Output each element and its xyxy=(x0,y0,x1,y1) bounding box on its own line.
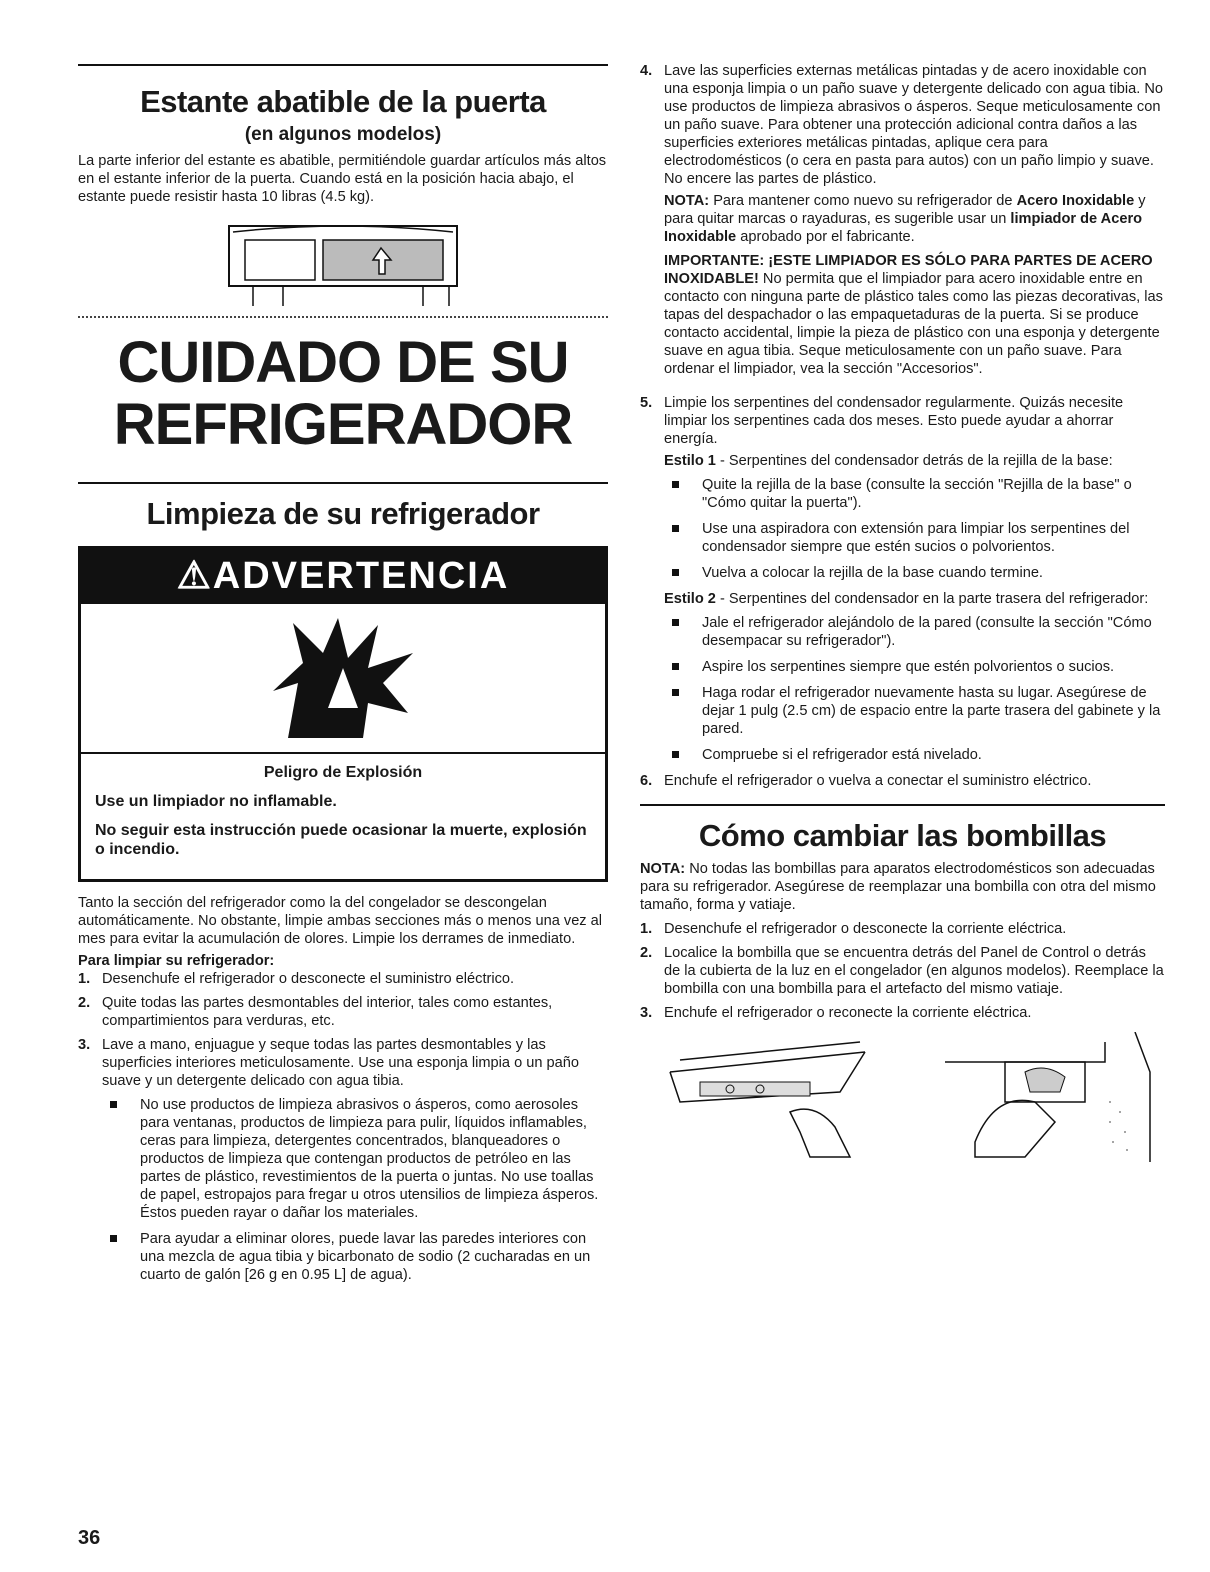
note-text: Para mantener como nuevo su refrigerador de xyxy=(713,193,1013,209)
step-number: 3. xyxy=(78,1037,91,1053)
bullet-item: Vuelva a colocar la rejilla de la base cuando termine. xyxy=(664,564,1165,582)
step-text: Limpie los serpentines del condensador regularmente. Quizás necesite limpiar los serpentines cada dos meses. Esto puede ayudar a ahorrar energía. xyxy=(664,395,1124,447)
chapter-title-line-1: CUIDADO DE SU xyxy=(117,330,569,395)
note-text: aprobado por el fabricante. xyxy=(740,229,915,245)
section-rule xyxy=(78,64,608,66)
cleaning-intro: Tanto la sección del refrigerador como la del congelador se descongelan automáticamente. No obstante, limpie ambas secciones más o menos una vez al mes para evitar la acumulación de olores. Limpie los derrames de inmediato. xyxy=(78,895,603,947)
bullet-item: Aspire los serpentines siempre que estén polvorientos o sucios. xyxy=(664,658,1165,676)
bullet-item: Use una aspiradora con extensión para limpiar los serpentines del condensador siempre que estén sucios o polvorientos. xyxy=(664,520,1165,556)
chapter-title-line-2: REFRIGERADOR xyxy=(113,392,573,457)
bulbs-note xyxy=(640,860,1165,914)
step-number: 4. xyxy=(640,63,653,79)
bulb-illustrations xyxy=(640,1032,1165,1162)
left-column xyxy=(78,64,608,1292)
explosion-icon xyxy=(81,604,605,754)
chapter-title xyxy=(78,332,608,456)
step-text: Quite todas las partes desmontables del interior, tales como estantes, compartimientos para verduras, etc. xyxy=(102,995,553,1029)
door-shelf-text: La parte inferior del estante es abatible, permitiéndole guardar artículos más altos en el estante inferior de la puerta. Cuando está en la posición hacia abajo, el estante puede resistir hasta 10 libras (4.5 kg). xyxy=(78,153,607,205)
note-label: NOTA: xyxy=(664,193,710,209)
warning-hazard: Peligro de Explosión xyxy=(263,764,423,781)
style-label: Estilo 2 xyxy=(664,591,716,607)
style1-bullets xyxy=(664,476,1165,582)
warning-line-2: No seguir esta instrucción puede ocasionar la muerte, explosión o incendio. xyxy=(95,822,587,858)
list-item xyxy=(640,920,1165,938)
bullet-item: Jale el refrigerador alejándolo de la pared (consulte la sección "Cómo desempacar su refrigerador"). xyxy=(664,614,1165,650)
step-number: 6. xyxy=(640,773,653,789)
list-item xyxy=(640,394,1165,764)
style2-label-line xyxy=(664,590,1165,608)
cleaning-steps-continued xyxy=(640,62,1165,790)
section-rule xyxy=(78,482,608,484)
step-number: 1. xyxy=(78,971,91,987)
warning-triangle-icon: ⚠ xyxy=(176,555,213,597)
note-text: No todas las bombillas para aparatos electrodomésticos son adecuadas para su refrigerador. Asegúrese de reemplazar una bombilla con otra del mismo tamaño, forma y vatiaje. xyxy=(640,861,1156,913)
style2-bullets xyxy=(664,614,1165,764)
list-item xyxy=(640,1004,1165,1022)
steps-heading: Para limpiar su refrigerador: xyxy=(78,953,275,969)
step-text: Localice la bombilla que se encuentra detrás del Panel de Control o detrás de la cubierta de la luz en el congelador (en algunos modelos). Reemplace la bombilla con una bombilla para el artefacto del mismo vatiaje. xyxy=(664,945,1164,997)
cleaning-title: Limpieza de su refrigerador xyxy=(146,496,540,531)
bulbs-title: Cómo cambiar las bombillas xyxy=(698,818,1107,853)
important-note xyxy=(664,252,1165,378)
step-number: 3. xyxy=(640,1005,653,1021)
bullet-item: Haga rodar el refrigerador nuevamente hasta su lugar. Asegúrese de dejar 1 pulg (2.5 cm) de espacio entre la parte trasera del gabinete y la pared. xyxy=(664,684,1165,738)
door-shelf-title: Estante abatible de la puerta xyxy=(140,84,546,119)
step-text: Enchufe el refrigerador o reconecte la corriente eléctrica. xyxy=(664,1005,1032,1021)
warning-line-1: Use un limpiador no inflamable. xyxy=(95,793,337,810)
warning-text xyxy=(81,754,605,879)
right-column xyxy=(640,62,1165,1162)
list-item xyxy=(78,970,608,988)
note-label: NOTA: xyxy=(640,861,686,877)
list-item xyxy=(78,994,608,1030)
control-panel-bulb-illustration xyxy=(640,1032,870,1162)
step-number: 1. xyxy=(640,921,653,937)
note-emphasis: Acero Inoxidable xyxy=(1016,193,1135,209)
section-rule xyxy=(640,804,1165,806)
step-number: 5. xyxy=(640,395,653,411)
step3-bullets xyxy=(102,1096,608,1284)
bulb-steps xyxy=(640,920,1165,1022)
list-item xyxy=(640,772,1165,790)
step-number: 2. xyxy=(78,995,91,1011)
style-text: - Serpentines del condensador en la parte trasera del refrigerador: xyxy=(719,591,1149,607)
page-number: 36 xyxy=(78,1527,101,1549)
note-emphasis: limpiador de Acero Inoxidable xyxy=(664,211,1143,245)
style-text: - Serpentines del condensador detrás de la rejilla de la base: xyxy=(719,453,1113,469)
step-text: Enchufe el refrigerador o vuelva a conectar el suministro eléctrico. xyxy=(664,773,1092,789)
bullet-item: Quite la rejilla de la base (consulte la sección "Rejilla de la base" o "Cómo quitar la puerta"). xyxy=(664,476,1165,512)
step-number: 2. xyxy=(640,945,653,961)
warning-box xyxy=(78,546,608,882)
door-shelf-subtitle: (en algunos modelos) xyxy=(244,124,442,145)
cleaning-steps xyxy=(78,970,608,1284)
warning-header xyxy=(81,549,605,604)
step-text: Desenchufe el refrigerador o desconecte la corriente eléctrica. xyxy=(664,921,1067,937)
bullet-item: Para ayudar a eliminar olores, puede lavar las paredes interiores con una mezcla de agua tibia y bicarbonato de sodio (2 cucharadas en un cuarto de galón [26 g en 0.95 L] de agua). xyxy=(102,1230,608,1284)
freezer-bulb-illustration xyxy=(935,1032,1165,1162)
step-text: Lave las superficies externas metálicas pintadas y de acero inoxidable con una esponja limpia o un paño suave y detergente delicado con agua tibia. No use productos de limpieza abrasivos o ásperos. Seque meticulosamente con un paño suave. Para obtener una protección adicional contra daños a las superficies exteriores metálicas pintadas, aplique cera para electrodomésticos (o cera en pasta para autos) con un paño limpio y suave. No encere las partes de plástico. xyxy=(664,63,1163,187)
warning-header-label: ADVERTENCIA xyxy=(212,555,510,597)
note-text: y para quitar marcas o rayaduras, es sugerible usar un xyxy=(664,193,1146,227)
style1-label-line xyxy=(664,452,1165,470)
list-item xyxy=(640,944,1165,998)
dotted-divider xyxy=(78,316,608,318)
bullet-item: No use productos de limpieza abrasivos o ásperos, como aerosoles para ventanas, productos de limpieza para pulir, líquidos inflamables, ceras para limpieza, detergentes concentrados, blanqueadores o productos de limpieza que contengan productos de petróleo en las partes de plástico, revestimientos de la puerta o juntas. No use toallas de papel, estropajos para fregar u otros utensilios de limpieza ásperos. Éstos pueden rayar o dañar los materiales. xyxy=(102,1096,608,1222)
important-text: No permita que el limpiador para acero inoxidable entre en contacto con ninguna parte de plástico tales como las piezas decorativas, las tapas del despachador o las empaquetaduras de la puerta. Si se produce contacto accidental, limpie la pieza de plástico con una esponja y detergente suave en agua tibia. Seque meticulosamente con un paño suave. Para ordenar el limpiador, vea la sección "Accesorios". xyxy=(664,271,1163,377)
list-item xyxy=(640,62,1165,378)
important-label: IMPORTANTE: ¡ESTE LIMPIADOR ES SÓLO PARA PARTES DE ACERO INOXIDABLE! xyxy=(664,253,1153,287)
stainless-note xyxy=(664,192,1165,246)
step-text: Lave a mano, enjuague y seque todas las partes desmontables y las superficies interiores meticulosamente. Use una esponja limpia o un paño suave y un detergente delicado con agua tibia. xyxy=(102,1037,579,1089)
door-shelf-illustration xyxy=(78,218,608,308)
style-label: Estilo 1 xyxy=(664,453,716,469)
bullet-item: Compruebe si el refrigerador está nivelado. xyxy=(664,746,1165,764)
list-item xyxy=(78,1036,608,1284)
step-text: Desenchufe el refrigerador o desconecte el suministro eléctrico. xyxy=(102,971,515,987)
